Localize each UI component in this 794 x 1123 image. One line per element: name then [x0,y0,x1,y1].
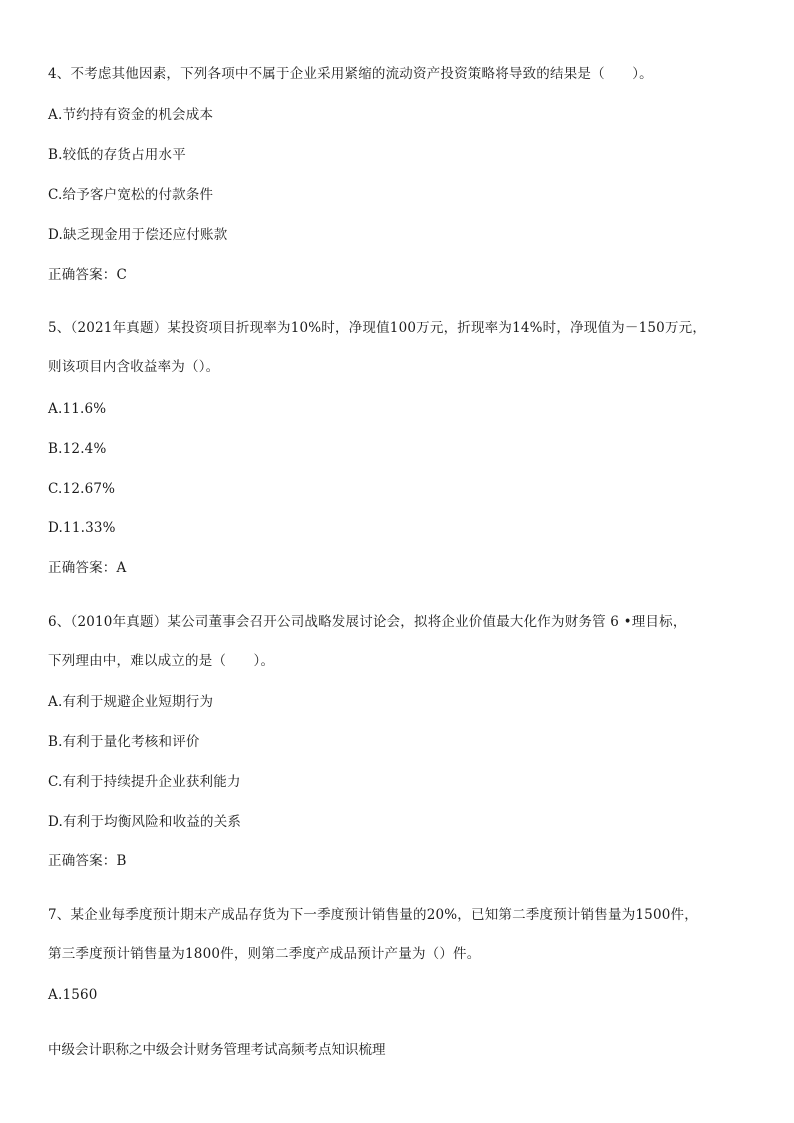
question-6-stem-line-1: 6、（2010年真题）某公司董事会召开公司战略发展讨论会，拟将企业价值最大化作为财务管 6 •理目标， [48,614,687,630]
question-6-option-d: D.有利于均衡风险和收益的关系 [48,814,242,830]
question-4-option-c: C.给予客户宽松的付款条件 [48,187,214,203]
question-4-stem-line-1: 4、不考虑其他因素，下列各项中不属于企业采用紧缩的流动资产投资策略将导致的结果是（ ）。 [48,66,653,82]
question-5-option-a: A.11.6% [48,401,107,417]
question-6-option-c: C.有利于持续提升企业获利能力 [48,774,241,790]
question-7-stem-line-2: 第三季度预计销售量为1800件，则第二季度产成品预计产量为（）件。 [48,946,481,962]
question-6-option-b: B.有利于量化考核和评价 [48,734,200,750]
page-footer: 中级会计职称之中级会计财务管理考试高频考点知识梳理 [48,1042,386,1058]
question-7-stem-line-1: 7、某企业每季度预计期末产成品存货为下一季度预计销售量的20%，已知第二季度预计销售量为1500件， [48,907,698,923]
question-4-option-b: B.较低的存货占用水平 [48,147,186,163]
question-4-answer: 正确答案：C [48,267,128,283]
question-4-option-a: A.节约持有资金的机会成本 [48,107,214,123]
question-6-stem-line-2: 下列理由中，难以成立的是（ ）。 [48,653,275,669]
question-5-stem-line-1: 5、（2021年真题）某投资项目折现率为10%时，净现值100万元，折现率为14%时，净现值为－150万元， [48,320,707,336]
question-5-stem-line-2: 则该项目内含收益率为（）。 [48,359,220,375]
question-5-option-d: D.11.33% [48,520,116,536]
question-6-answer: 正确答案：B [48,853,127,869]
question-6-option-a: A.有利于规避企业短期行为 [48,694,214,710]
question-5-option-b: B.12.4% [48,441,107,457]
question-5-answer: 正确答案：A [48,560,127,576]
question-4-option-d: D.缺乏现金用于偿还应付账款 [48,227,228,243]
question-7-option-a: A.1560 [48,987,98,1003]
question-5-option-c: C.12.67% [48,481,116,497]
